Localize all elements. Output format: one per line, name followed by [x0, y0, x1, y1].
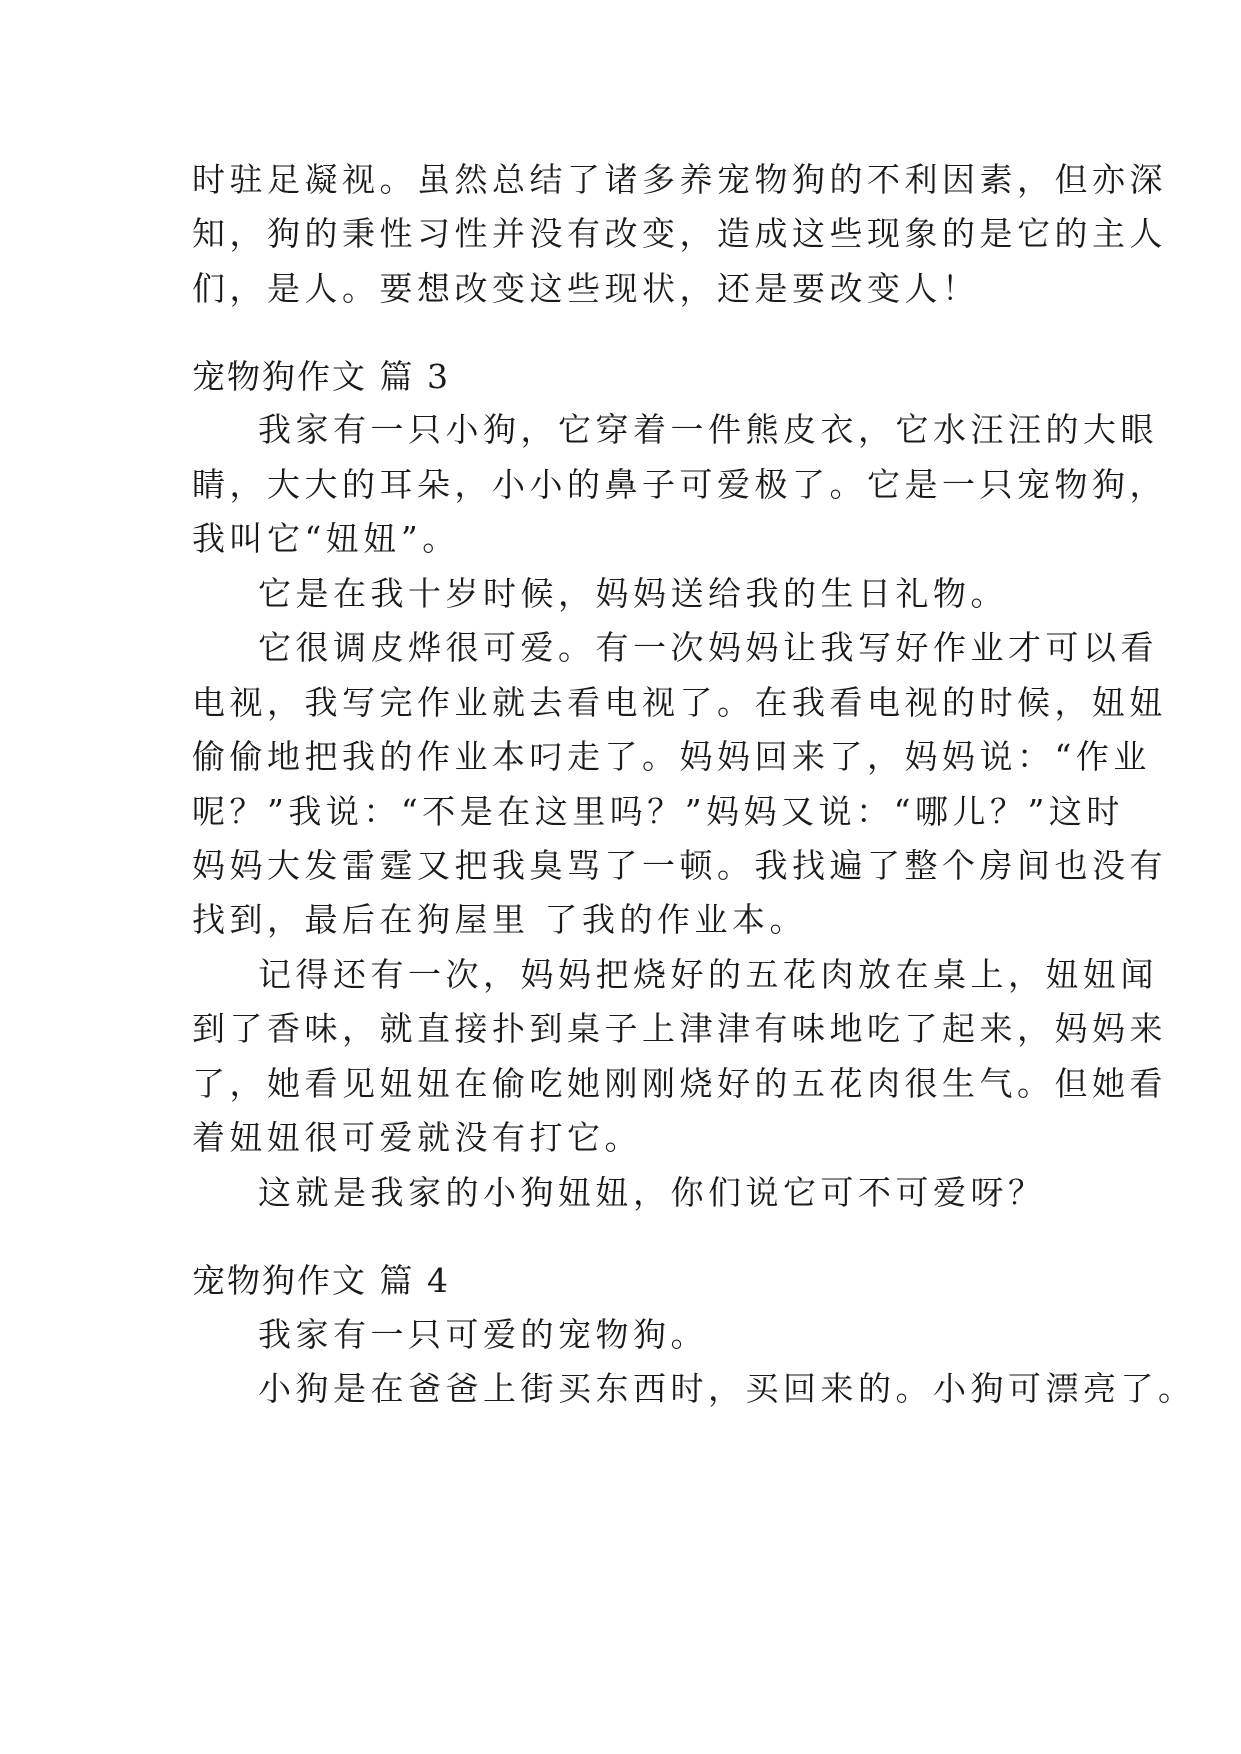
- s3-p1-line-1: 我家有一只小狗，它穿着一件熊皮衣，它水汪汪的大眼: [258, 410, 1158, 449]
- s3-p2-line-1: 它是在我十岁时候，妈妈送给我的生日礼物。: [258, 574, 1008, 613]
- s3-p1-line-2: 睛，大大的耳朵，小小的鼻子可爱极了。它是一只宠物狗，: [192, 465, 1167, 504]
- s3-p3-line-2: 电视，我写完作业就去看电视了。在我看电视的时候，妞妞: [192, 683, 1167, 722]
- s3-p3-line-5: 妈妈大发雷霆又把我臭骂了一顿。我找遍了整个房间也没有: [192, 846, 1167, 885]
- s3-p3-line-3: 偷偷地把我的作业本叼走了。妈妈回来了，妈妈说：“作业: [192, 737, 1151, 776]
- s3-p4-line-2: 到了香味，就直接扑到桌子上津津有味地吃了起来，妈妈来: [192, 1009, 1167, 1048]
- s3-p1-line-3: 我叫它“妞妞”。: [192, 519, 460, 558]
- s3-p3-line-1: 它很调皮烨很可爱。有一次妈妈让我写好作业才可以看: [258, 628, 1158, 667]
- s3-p4-line-1: 记得还有一次，妈妈把烧好的五花肉放在桌上，妞妞闻: [258, 955, 1158, 994]
- s3-p4-line-3: 了，她看见妞妞在偷吃她刚刚烧好的五花肉很生气。但她看: [192, 1064, 1167, 1103]
- section3-heading: 宠物狗作文 篇 3: [192, 357, 450, 396]
- section4-heading: 宠物狗作文 篇 4: [192, 1261, 450, 1300]
- s3-p3-line-6: 找到，最后在狗屋里 了我的作业本。: [192, 900, 807, 939]
- s3-p4-line-4: 着妞妞很可爱就没有打它。: [192, 1118, 642, 1157]
- s3-p5-line-1: 这就是我家的小狗妞妞，你们说它可不可爱呀？: [258, 1173, 1046, 1212]
- intro-line-3: 们，是人。要想改变这些现状，还是要改变人！: [192, 269, 980, 308]
- s4-p2-line-1: 小狗是在爸爸上街买东西时，买回来的。小狗可漂亮了。: [258, 1369, 1196, 1408]
- s4-p1-line-1: 我家有一只可爱的宠物狗。: [258, 1315, 708, 1354]
- intro-line-1: 时驻足凝视。虽然总结了诸多养宠物狗的不利因素，但亦深: [192, 160, 1167, 199]
- s3-p3-line-4: 呢？”我说：“不是在这里吗？”妈妈又说：“哪儿？”这时: [192, 792, 1124, 831]
- intro-line-2: 知，狗的秉性习性并没有改变，造成这些现象的是它的主人: [192, 214, 1167, 253]
